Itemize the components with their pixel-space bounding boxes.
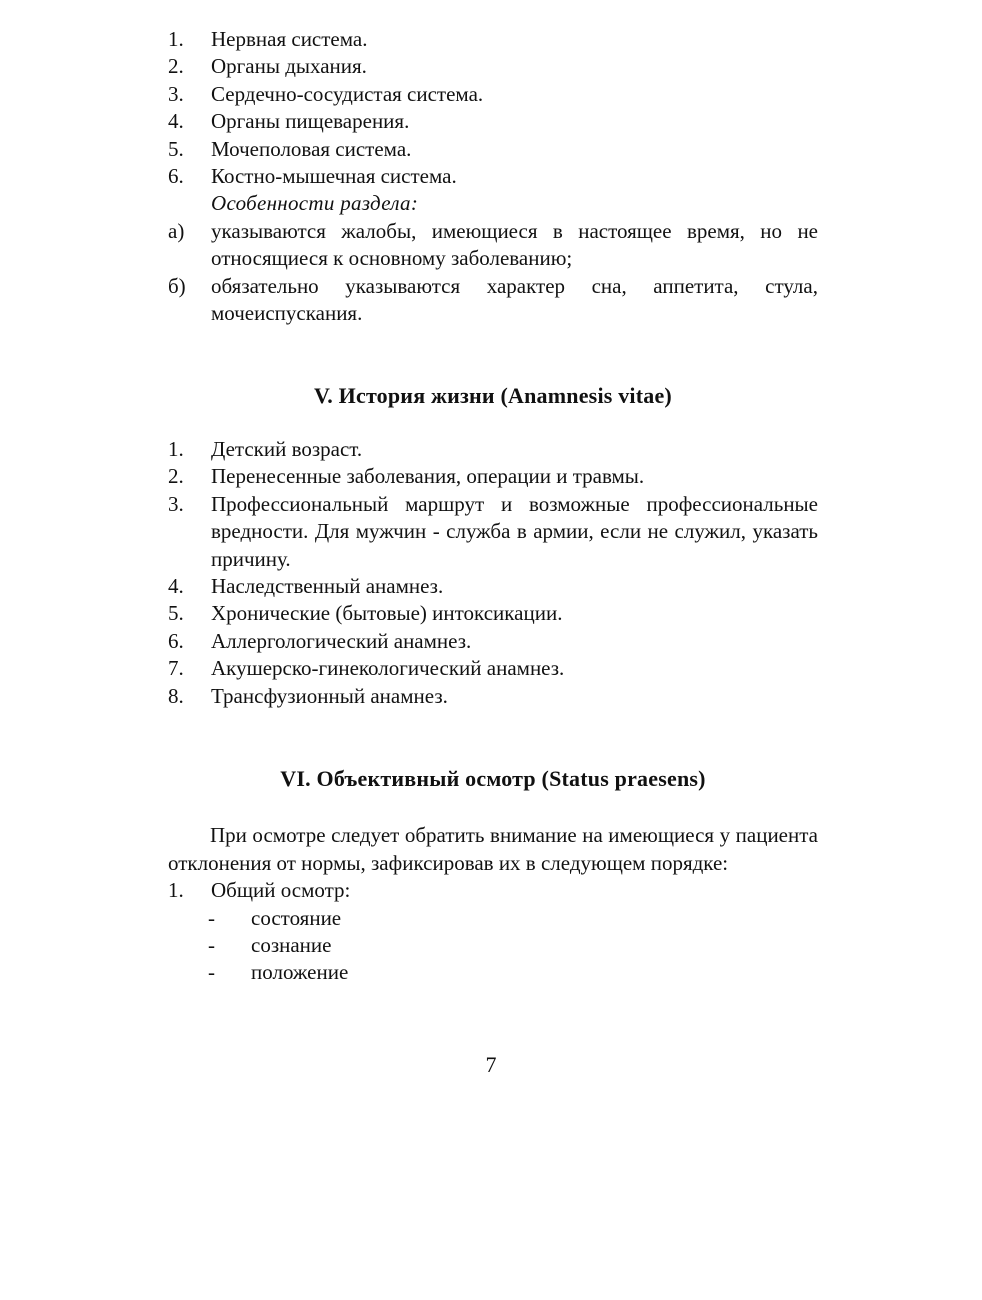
section-heading: VI. Объективный осмотр (Status praesens) [280, 765, 706, 791]
list-item-number: 8. [168, 683, 184, 708]
sublist-item-text: положение [251, 960, 349, 985]
list-item [168, 877, 818, 904]
list-item-text: Трансфузионный анамнез. [211, 683, 448, 708]
list-item [168, 163, 818, 190]
list-item [168, 683, 818, 710]
list-item-number: 6. [168, 164, 184, 189]
list-item-number: 3. [168, 81, 184, 106]
list-item [168, 108, 818, 135]
list-item-text: Органы пищеварения. [211, 109, 410, 134]
sublist-dash: - [208, 960, 215, 985]
list-item-text: Нервная система. [211, 27, 368, 51]
sublist-item-text: сознание [251, 932, 332, 957]
list-item-number: 3. [168, 491, 184, 516]
list-item [168, 491, 818, 573]
list-item [168, 53, 818, 80]
list-item [168, 573, 818, 600]
list-item [168, 26, 818, 53]
list-item-text: Наследственный анамнез. [211, 573, 444, 598]
list-item-text: Органы дыхания. [211, 54, 367, 79]
list-item-text: Профессиональный маршрут и возможные профессиональные вредности. Для мужчин - служба в армии, если не служил, указать причину. [211, 491, 818, 571]
list-item-number: 7. [168, 656, 184, 681]
sublist-item [168, 932, 818, 959]
list-item-letter: а) [168, 218, 185, 243]
list-item-text: обязательно указываются характер сна, аппетита, стула, мочеиспускания. [211, 273, 818, 326]
section-heading: V. История жизни (Anamnesis vitae) [314, 383, 672, 409]
page-number: 7 [485, 1052, 497, 1077]
list-item [168, 81, 818, 108]
list-item-text: Аллергологический анамнез. [211, 628, 472, 653]
list-item-text: Общий осмотр: [211, 878, 351, 903]
list-item-text: Сердечно-сосудистая система. [211, 81, 484, 106]
page-text [168, 26, 818, 987]
sublist-dash: - [208, 905, 215, 930]
list-item [168, 628, 818, 655]
sublist-item [168, 959, 818, 986]
list-item-text: Хронические (бытовые) интоксикации. [211, 601, 563, 626]
list-item [168, 218, 818, 273]
sublist-item [168, 905, 818, 932]
features-list [168, 218, 818, 328]
list-item-text: указываются жалобы, имеющиеся в настоящее время, но не относящиеся к основному заболеванию; [211, 218, 818, 271]
systems-list [168, 26, 818, 190]
section-note: Особенности раздела: [211, 191, 419, 216]
list-item-text: Костно-мышечная система. [211, 164, 457, 189]
list-item-text: Перенесенные заболевания, операции и травмы. [211, 464, 645, 489]
list-item [168, 136, 818, 163]
list-item-number: 5. [168, 136, 184, 161]
list-item [168, 600, 818, 627]
sublist-dash: - [208, 932, 215, 957]
list-item [168, 436, 818, 463]
general-exam-sublist [168, 905, 818, 987]
list-item-number: 4. [168, 573, 184, 598]
list-item [168, 463, 818, 490]
list-item-number: 1. [168, 436, 184, 461]
list-item [168, 273, 818, 328]
list-item-number: 6. [168, 628, 184, 653]
list-item-text: Мочеполовая система. [211, 136, 412, 161]
list-item [168, 655, 818, 682]
list-item-letter: б) [168, 273, 186, 298]
list-item-number: 2. [168, 464, 184, 489]
list-item-number: 1. [168, 878, 184, 903]
list-item-number: 1. [168, 27, 184, 51]
intro-paragraph: При осмотре следует обратить внимание на имеющиеся у пациента отклонения от нормы, зафиксировав их в следующем порядке: [168, 823, 818, 875]
list-item-text: Акушерско-гинекологический анамнез. [211, 656, 565, 681]
list-item-number: 5. [168, 601, 184, 626]
list-item-number: 4. [168, 109, 184, 134]
list-item-text: Детский возраст. [211, 436, 363, 461]
sublist-item-text: состояние [251, 905, 342, 930]
life-history-list [168, 436, 818, 710]
list-item-number: 2. [168, 54, 184, 79]
exam-list [168, 877, 818, 904]
